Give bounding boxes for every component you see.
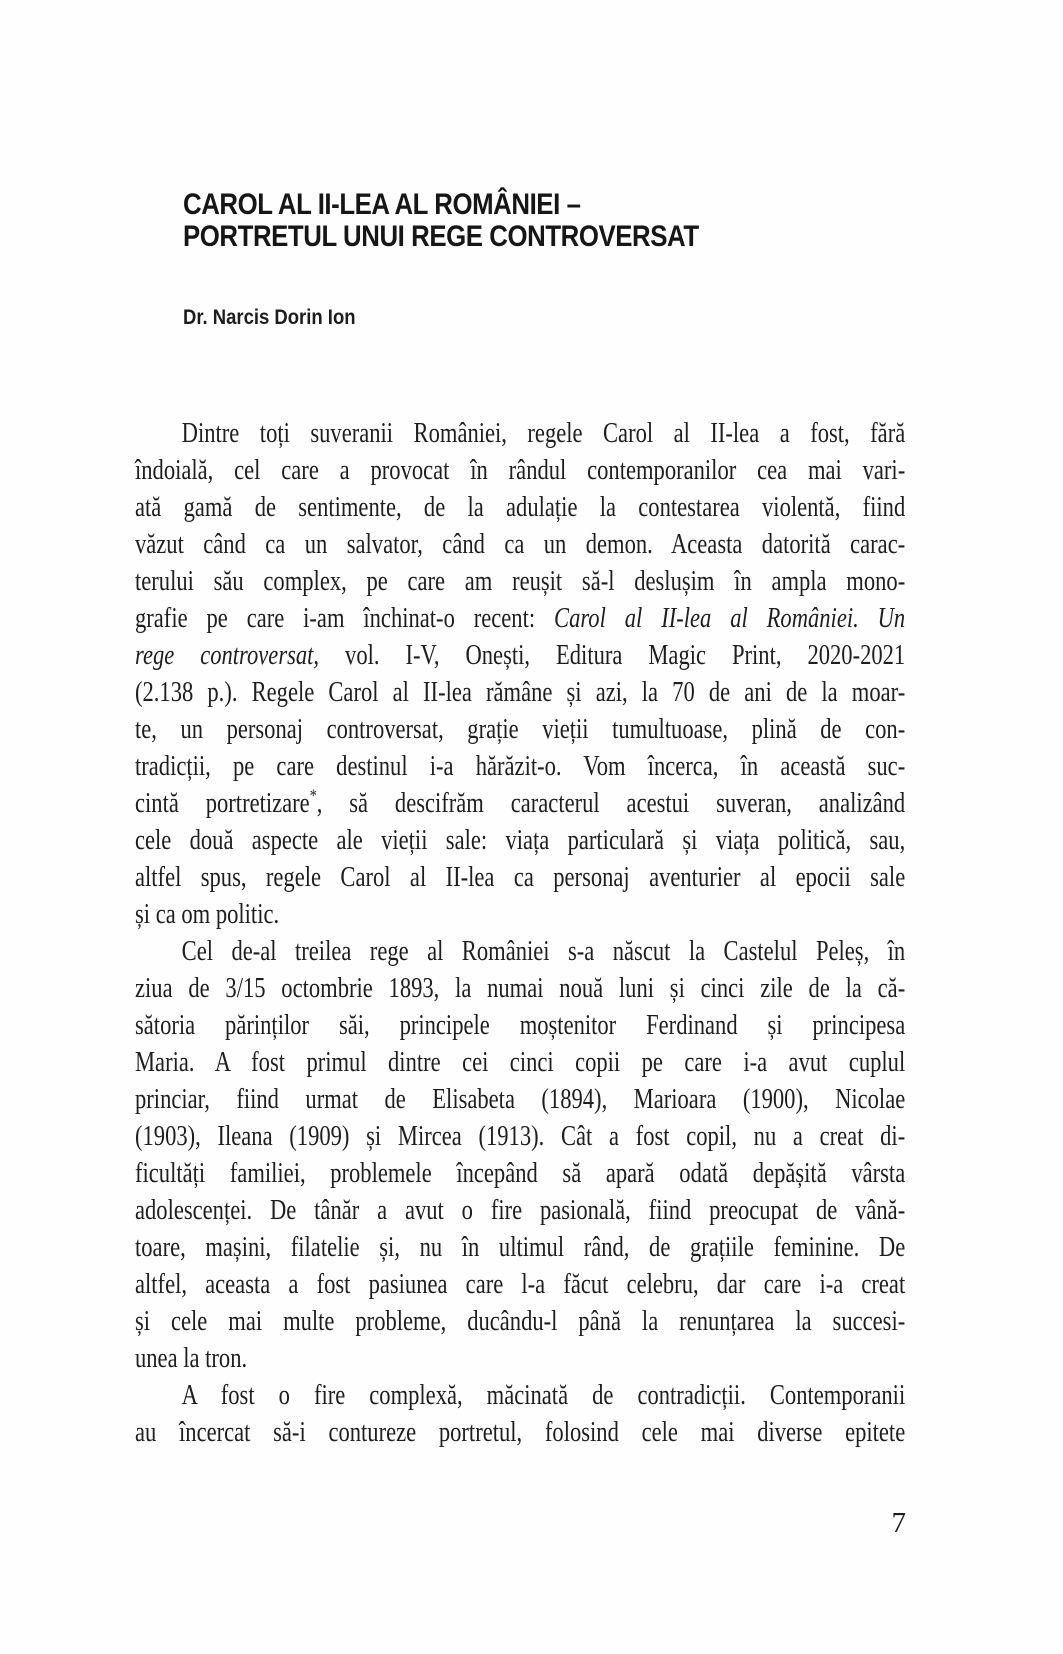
text-line: rege controversat, vol. I-V, Onești, Editura Magic Print, 2020-2021 [135,639,906,671]
text-line: cintă portretizare*, să descifrăm caracterul acestui suveran, analizând [135,785,906,819]
text-line: și cele mai multe probleme, ducându-l până la renunțarea la succesi- [135,1305,906,1337]
text-line: tradicții, pe care destinul i-a hărăzit-o. Vom încerca, în această suc- [135,750,906,782]
text-line: au încercat să-i contureze portretul, folosind cele mai diverse epitete [135,1416,906,1448]
text-line: văzut când ca un salvator, când ca un demon. Aceasta datorită carac- [135,528,906,560]
text-line: toare, mașini, filatelie și, nu în ultimul rând, de grațiile feminine. De [135,1231,906,1263]
text-line: A fost o fire complexă, măcinată de contradicții. Contemporanii [181,1379,906,1411]
text-line: (2.138 p.). Regele Carol al II-lea rămâne și azi, la 70 de ani de la moar- [135,676,906,708]
text-line: ficultăți familiei, problemele începând să apară odată depășită vârsta [135,1157,906,1189]
text-line: unea la tron. [135,1342,248,1374]
footnote-marker: * [309,785,317,806]
author-name: Dr. Narcis Dorin Ion [183,306,356,329]
text-line: (1903), Ileana (1909) și Mircea (1913). Cât a fost copil, nu a creat di- [135,1120,906,1152]
text-line: adolescenței. De tânăr a avut o fire pasională, fiind preocupat de vână- [135,1194,906,1226]
page-number: 7 [891,1507,906,1539]
body-text [135,415,905,1451]
text-line: Maria. A fost primul dintre cei cinci copii pe care i-a avut cuplul [135,1046,906,1078]
text-line: princiar, fiind urmat de Elisabeta (1894), Marioara (1900), Nicolae [135,1083,906,1115]
text-line: altfel spus, regele Carol al II-lea ca personaj aventurier al epocii sale [135,861,906,893]
text-line: cele două aspecte ale vieții sale: viața particulară și viața politică, sau, [135,824,906,856]
text-line: Dintre toți suveranii României, regele Carol al II-lea a fost, fără [181,417,906,449]
text-line: Cel de-al treilea rege al României s-a născut la Castelul Peleș, în [181,935,906,967]
text-line: sătoria părinților săi, principele moștenitor Ferdinand și principesa [135,1009,906,1041]
text-line: îndoială, cel care a provocat în rândul contemporanilor cea mai vari- [135,454,906,486]
chapter-title-line-2: PORTRETUL UNUI REGE CONTROVERSAT [183,220,699,253]
text-line: grafie pe care i-am închinat-o recent: Carol al II-lea al României. Un [135,602,906,634]
chapter-title [183,189,699,253]
text-line: te, un personaj controversat, grație vieții tumultuoase, plină de con- [135,713,906,745]
text-line: și ca om politic. [135,898,280,930]
text-line: altfel, aceasta a fost pasiunea care l-a făcut celebru, dar care i-a creat [135,1268,906,1300]
text-line: ziua de 3/15 octombrie 1893, la numai nouă luni și cinci zile de la că- [135,972,906,1004]
chapter-title-line-1: CAROL AL II-LEA AL ROMÂNIEI – [183,188,581,221]
text-line: terului său complex, pe care am reușit să-l deslușim în ampla mono- [135,565,906,597]
text-line: ată gamă de sentimente, de la adulație la contestarea violentă, fiind [135,491,906,523]
